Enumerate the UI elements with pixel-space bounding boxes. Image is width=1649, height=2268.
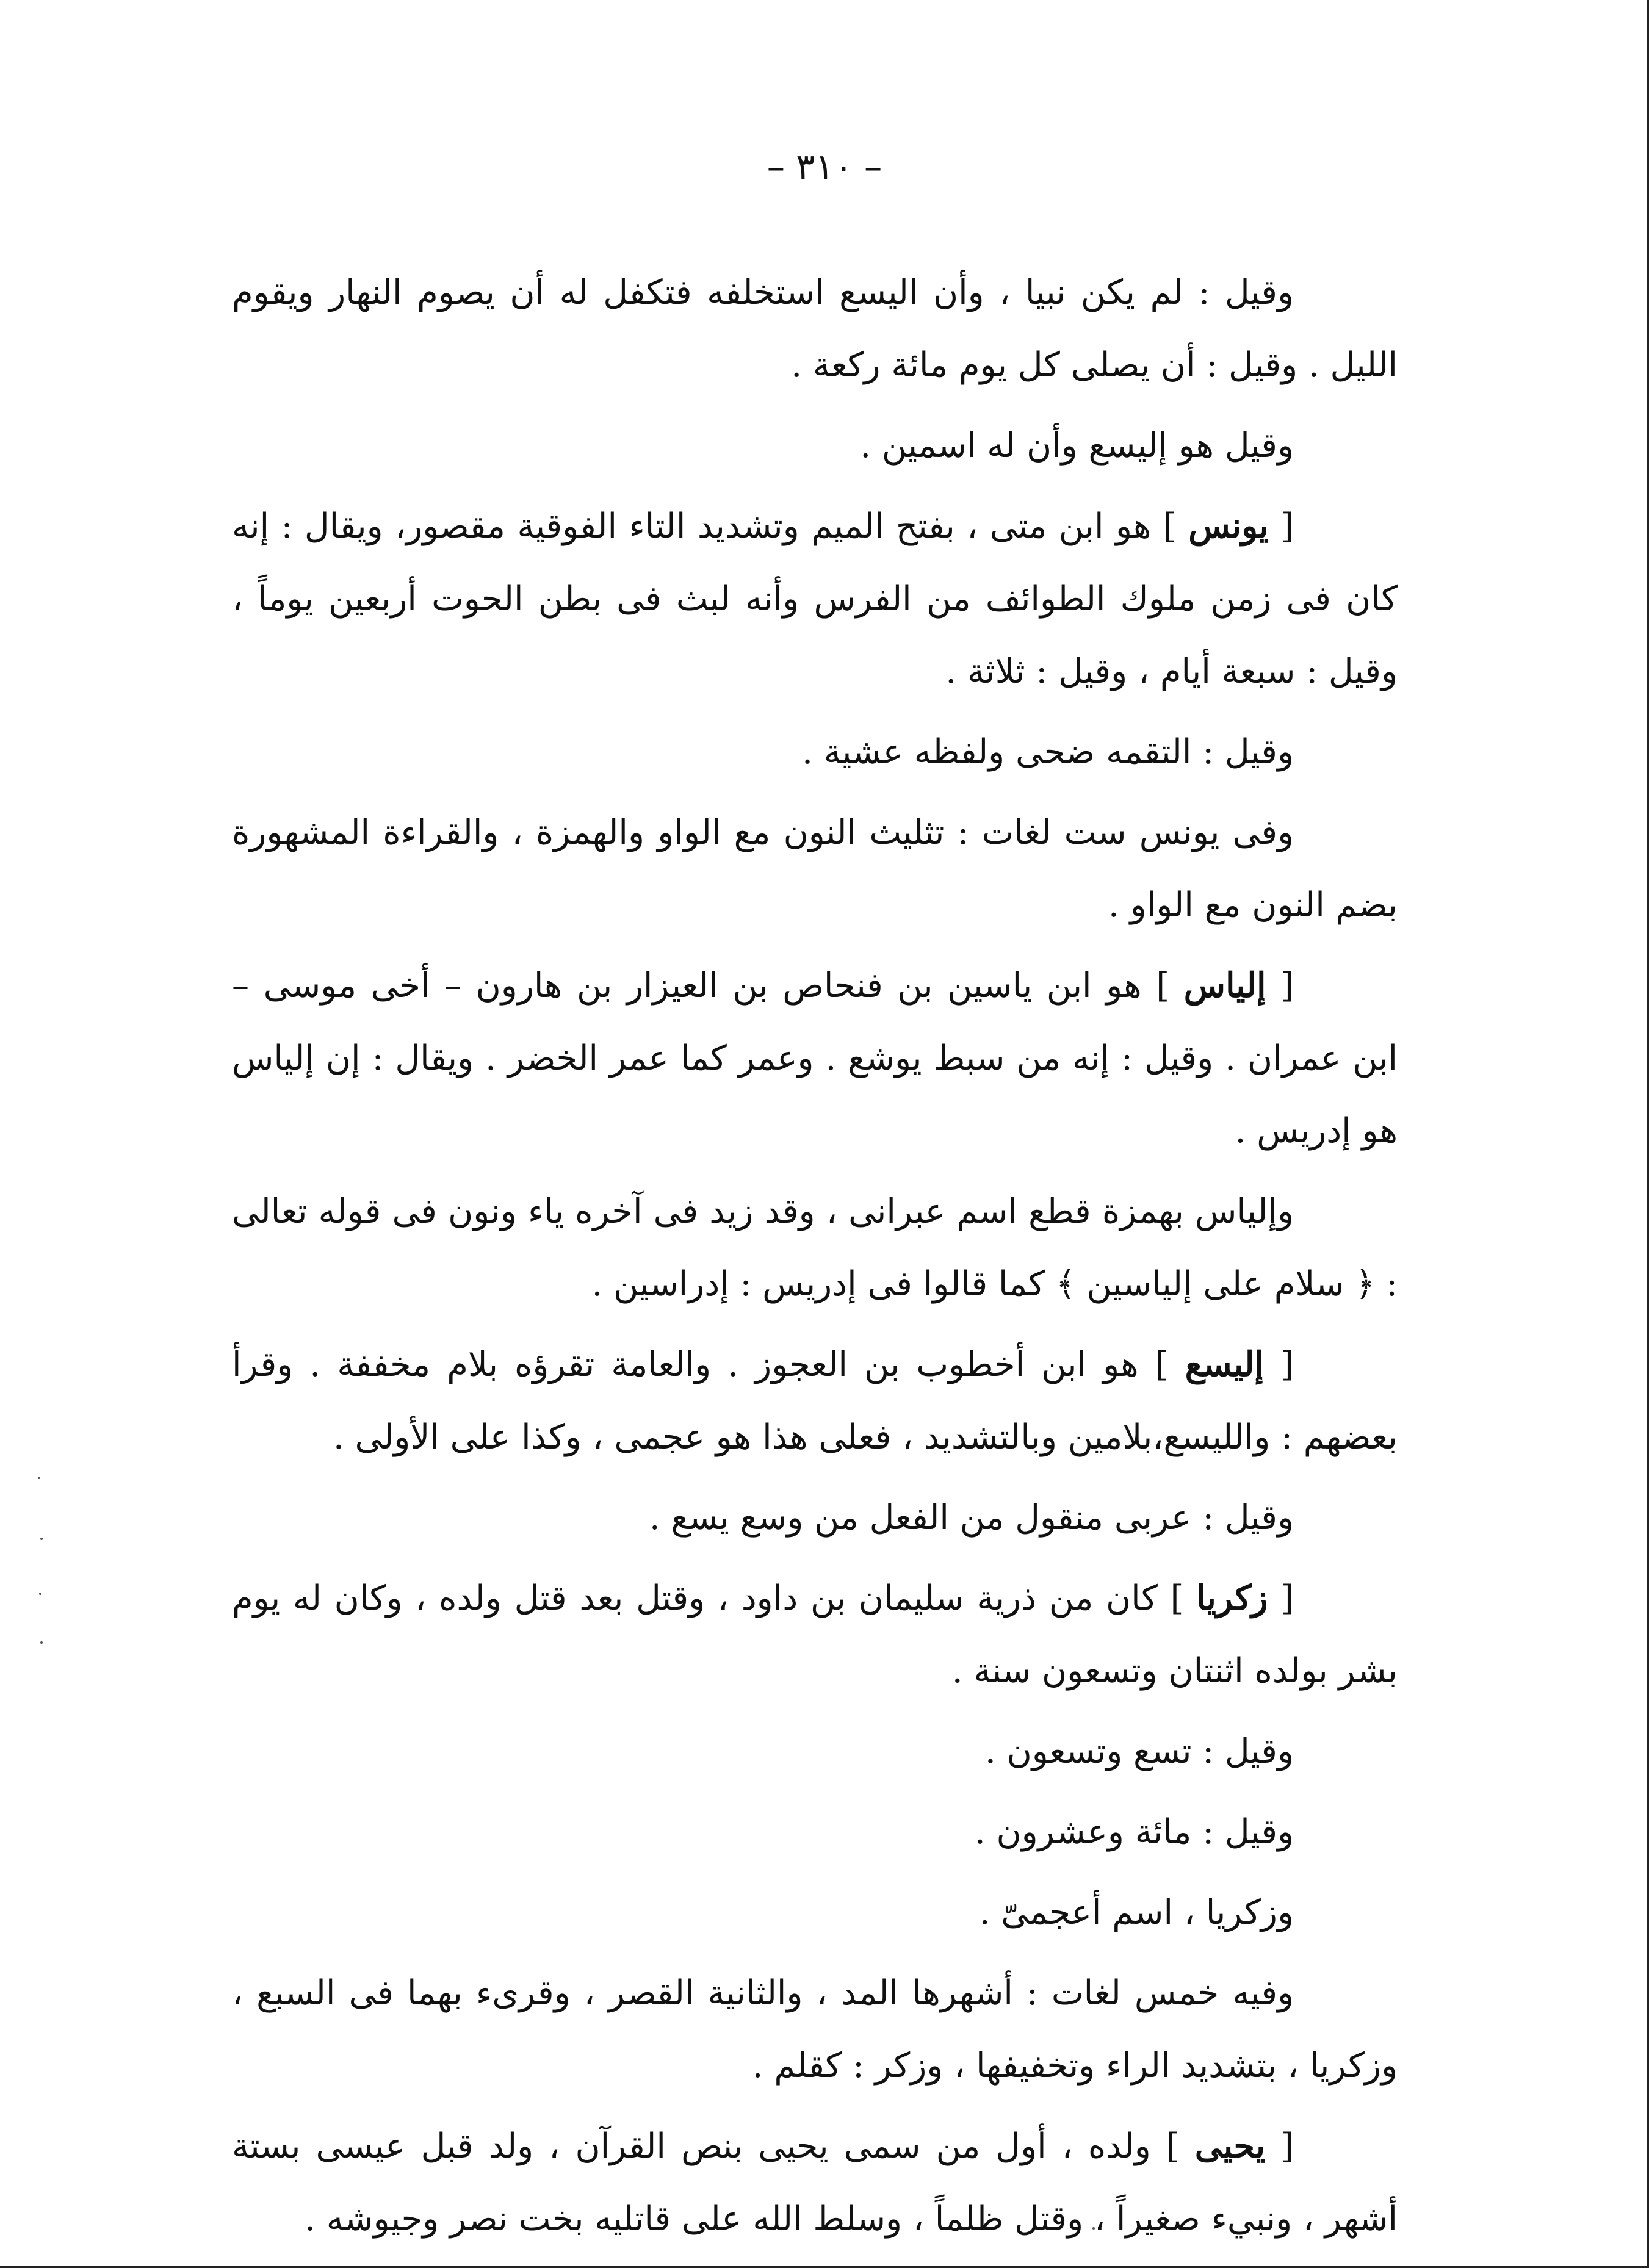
paragraph-text: هو ابن أخطوب بن العجوز . والعامة تقرؤه بلام مخففة . وقرأ بعضهم : والليسع،بلامين وبالتشديد ، فعلى هذا هو عجمى ، وكذا على الأولى . <box>232 1345 1398 1457</box>
paragraph <box>232 1957 1398 2102</box>
paragraph <box>232 796 1398 941</box>
scan-speck <box>40 1641 43 1644</box>
entry-paragraph <box>232 490 1398 708</box>
entry-term: يونس <box>1188 506 1269 546</box>
paragraph-text: وإلياس بهمزة قطع اسم عبرانى ، وقد زيد فى آخره ياء ونون فى قوله تعالى : ﴿ سلام على إلياسين ﴾ كما قالوا فى إدريس : إدراسين . <box>232 1192 1398 1304</box>
paragraph <box>232 409 1398 482</box>
paragraph-text: وقيل : لم يكن نبيا ، وأن اليسع استخلفه فتكفل له أن يصوم النهار ويقوم الليل . وقيل : أن يصلى كل يوم مائة ركعة . <box>232 273 1398 385</box>
scan-speck <box>40 1538 43 1540</box>
close-bracket: ] <box>1166 2126 1195 2166</box>
paragraph-text: وزكريا ، اسم أعجمىّ . <box>979 1893 1294 1932</box>
scan-speck <box>38 1477 40 1479</box>
paragraph-text: وقيل : تسع وتسعون . <box>985 1732 1294 1771</box>
paragraph <box>232 256 1398 401</box>
paragraph-text: وفيه خمس لغات : أشهرها المد ، والثانية القصر ، وقرىء بهما فى السبع ، وزكريا ، بتشديد الراء وتخفيفها ، وزكر : كقلم . <box>232 1973 1398 2086</box>
entry-paragraph <box>232 2110 1398 2255</box>
open-bracket: [ <box>1266 966 1294 1006</box>
scan-speck <box>39 1593 41 1595</box>
paragraph-text: وفى يونس ست لغات : تثليث النون مع الواو والهمزة ، والقراءة المشهورة بضم النون مع الواو . <box>232 813 1398 925</box>
entry-term: إلياس <box>1183 965 1266 1006</box>
close-bracket: ] <box>1155 1345 1185 1384</box>
open-bracket: [ <box>1264 1345 1294 1384</box>
paragraph <box>232 1796 1398 1868</box>
entry-paragraph <box>232 1562 1398 1707</box>
entry-paragraph <box>232 1328 1398 1474</box>
paragraph <box>232 716 1398 788</box>
paragraph-text: وقيل هو إليسع وأن له اسمين . <box>860 426 1294 466</box>
paragraph-text: كان من ذرية سليمان بن داود ، وقتل بعد قتل ولده ، وكان له يوم بشر بولده اثنتان وتسعون سنة . <box>232 1579 1398 1691</box>
open-bracket: [ <box>1268 1579 1294 1618</box>
page-number: – ٣١٠ – <box>767 146 882 187</box>
paragraph <box>232 1715 1398 1788</box>
paragraph <box>232 1481 1398 1554</box>
paragraph <box>232 1175 1398 1320</box>
paragraph-text: وقيل : مائة وعشرون . <box>974 1812 1294 1852</box>
body-text <box>232 256 1398 2263</box>
open-bracket: [ <box>1268 506 1294 546</box>
close-bracket: ] <box>1170 1579 1197 1618</box>
entry-term: إليسع <box>1185 1344 1265 1384</box>
paragraph-text: هو ابن ياسين بن فنحاص بن العيزار بن هارون – أخى موسى – ابن عمران . وقيل : إنه من سبط يوشع . وعمر كما عمر الخضر . ويقال : إن إلياس هو إدريس . <box>232 966 1398 1151</box>
close-bracket: ] <box>1163 506 1189 546</box>
paragraph-text: وقيل : التقمه ضحى ولفظه عشية . <box>802 732 1294 772</box>
open-bracket: [ <box>1265 2126 1294 2166</box>
entry-term: يحيى <box>1194 2126 1266 2166</box>
paragraph-text: ولده ، أول من سمى يحيى بنص القرآن ، ولد قبل عيسى بستة أشهر ، ونبيء صغيراً ، وقتل ظلماً ، وسلط الله على قاتليه بخت نصر وجيوشه . <box>232 2126 1398 2239</box>
entry-paragraph <box>232 949 1398 1167</box>
close-bracket: ] <box>1156 966 1184 1006</box>
paragraph <box>232 1876 1398 1949</box>
paragraph-text: وقيل : عربى منقول من الفعل من وسع يسع . <box>649 1498 1294 1538</box>
paragraph-text: هو ابن متى ، بفتح الميم وتشديد التاء الفوقية مقصور، ويقال : إنه كان فى زمن ملوك الطوائف من الفرس وأنه لبث فى بطن الحوت أربعين يوماً ، وقيل : سبعة أيام ، وقيل : ثلاثة . <box>232 506 1398 691</box>
entry-term: زكريا <box>1196 1578 1268 1618</box>
